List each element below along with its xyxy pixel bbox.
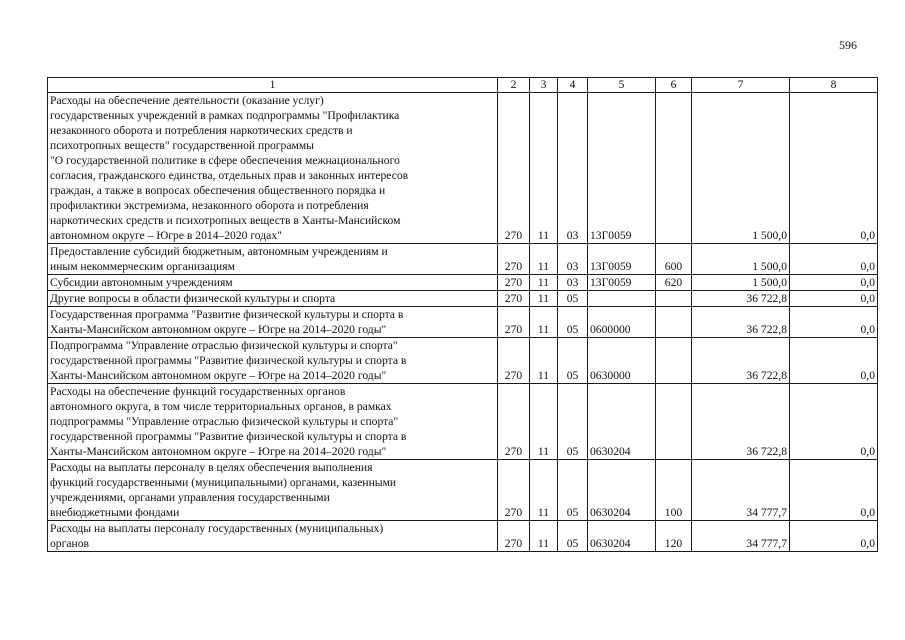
cell-ministry-code: 270 — [498, 521, 530, 552]
cell-target-item: 0630204 — [588, 460, 656, 521]
cell-section: 11 — [530, 384, 558, 460]
header-cell-8: 8 — [790, 78, 878, 93]
cell-ministry-code: 270 — [498, 275, 530, 291]
cell-amount: 1 500,0 — [692, 93, 790, 244]
header-cell-5: 5 — [588, 78, 656, 93]
cell-subsection: 05 — [558, 307, 588, 338]
cell-subsection: 05 — [558, 291, 588, 307]
cell-amount-extra: 0,0 — [790, 275, 878, 291]
cell-target-item — [588, 291, 656, 307]
cell-section: 11 — [530, 338, 558, 384]
cell-target-item: 13Г0059 — [588, 244, 656, 275]
table-row — [48, 244, 878, 275]
cell-ministry-code: 270 — [498, 384, 530, 460]
budget-table — [47, 77, 878, 552]
cell-subsection: 05 — [558, 384, 588, 460]
table-row — [48, 521, 878, 552]
cell-subsection: 03 — [558, 275, 588, 291]
cell-section: 11 — [530, 93, 558, 244]
cell-section: 11 — [530, 307, 558, 338]
cell-ministry-code: 270 — [498, 93, 530, 244]
cell-section: 11 — [530, 521, 558, 552]
cell-amount: 36 722,8 — [692, 338, 790, 384]
cell-expense-type — [656, 307, 692, 338]
cell-amount: 36 722,8 — [692, 384, 790, 460]
cell-subsection: 05 — [558, 521, 588, 552]
row-description: Другие вопросы в области физической культуры и спорта — [48, 291, 498, 307]
row-description: Расходы на обеспечение функций государственных органов автономного округа, в том числе территориальных органов, в рамках подпрограммы "Управление отраслью физической культуры и спорта" государственной программы "Развитие физической культуры и спорта в Ханты-Мансийском автономном округе – Югре на 2014–2020 годы" — [48, 384, 498, 460]
cell-section: 11 — [530, 291, 558, 307]
cell-section: 11 — [530, 460, 558, 521]
cell-section: 11 — [530, 244, 558, 275]
cell-ministry-code: 270 — [498, 291, 530, 307]
header-row — [48, 78, 878, 93]
cell-expense-type: 100 — [656, 460, 692, 521]
cell-expense-type — [656, 384, 692, 460]
cell-section: 11 — [530, 275, 558, 291]
cell-amount-extra: 0,0 — [790, 291, 878, 307]
row-description: Подпрограмма "Управление отраслью физической культуры и спорта" государственной программы "Развитие физической культуры и спорта в Ханты-Мансийском автономном округе – Югре на 2014–2020 годы" — [48, 338, 498, 384]
table-row — [48, 338, 878, 384]
cell-expense-type — [656, 93, 692, 244]
cell-amount-extra: 0,0 — [790, 460, 878, 521]
cell-expense-type: 120 — [656, 521, 692, 552]
row-description: Государственная программа "Развитие физической культуры и спорта в Ханты-Мансийском автономном округе – Югре на 2014–2020 годы" — [48, 307, 498, 338]
cell-subsection: 05 — [558, 338, 588, 384]
cell-ministry-code: 270 — [498, 460, 530, 521]
cell-target-item: 0630000 — [588, 338, 656, 384]
cell-amount: 1 500,0 — [692, 244, 790, 275]
table-row — [48, 307, 878, 338]
cell-amount: 1 500,0 — [692, 275, 790, 291]
cell-target-item: 0630204 — [588, 521, 656, 552]
row-description: Предоставление субсидий бюджетным, автономным учреждениям и иным некоммерческим организациям — [48, 244, 498, 275]
cell-target-item: 0600000 — [588, 307, 656, 338]
cell-target-item: 0630204 — [588, 384, 656, 460]
row-description: Расходы на выплаты персоналу государственных (муниципальных) органов — [48, 521, 498, 552]
cell-ministry-code: 270 — [498, 307, 530, 338]
table-row — [48, 291, 878, 307]
table-row — [48, 384, 878, 460]
row-description: Расходы на выплаты персоналу в целях обеспечения выполнения функций государственными (муниципальными) органами, казенными учреждениями, органами управления государственными внебюджетными фондами — [48, 460, 498, 521]
cell-amount-extra: 0,0 — [790, 521, 878, 552]
cell-subsection: 03 — [558, 244, 588, 275]
cell-amount-extra: 0,0 — [790, 307, 878, 338]
cell-expense-type: 600 — [656, 244, 692, 275]
table-row — [48, 460, 878, 521]
cell-expense-type: 620 — [656, 275, 692, 291]
cell-amount: 36 722,8 — [692, 307, 790, 338]
row-description: Расходы на обеспечение деятельности (оказание услуг) государственных учреждений в рамках подпрограммы "Профилактика незаконного оборота и потребления наркотических средств и психотропных веществ" государственной программы "О государственной политике в сфере обеспечения межнационального согласия, гражданского единства, отдельных прав и законных интересов граждан, а также в вопросах обеспечения общественного порядка и профилактики экстремизма, незаконного оборота и потребления наркотических средств и психотропных веществ в Ханты-Мансийском автономном округе – Югре в 2014–2020 годах" — [48, 93, 498, 244]
table-row — [48, 93, 878, 244]
cell-expense-type — [656, 338, 692, 384]
cell-expense-type — [656, 291, 692, 307]
cell-amount: 36 722,8 — [692, 291, 790, 307]
cell-subsection: 03 — [558, 93, 588, 244]
cell-ministry-code: 270 — [498, 338, 530, 384]
cell-ministry-code: 270 — [498, 244, 530, 275]
cell-amount-extra: 0,0 — [790, 338, 878, 384]
row-description: Субсидии автономным учреждениям — [48, 275, 498, 291]
cell-target-item: 13Г0059 — [588, 93, 656, 244]
header-cell-4: 4 — [558, 78, 588, 93]
table-row — [48, 275, 878, 291]
header-cell-1: 1 — [48, 78, 498, 93]
page-number: 596 — [839, 38, 857, 52]
cell-amount-extra: 0,0 — [790, 244, 878, 275]
cell-amount: 34 777,7 — [692, 521, 790, 552]
cell-amount: 34 777,7 — [692, 460, 790, 521]
cell-amount-extra: 0,0 — [790, 384, 878, 460]
header-cell-7: 7 — [692, 78, 790, 93]
cell-subsection: 05 — [558, 460, 588, 521]
header-cell-6: 6 — [656, 78, 692, 93]
header-cell-2: 2 — [498, 78, 530, 93]
cell-target-item: 13Г0059 — [588, 275, 656, 291]
cell-amount-extra: 0,0 — [790, 93, 878, 244]
header-cell-3: 3 — [530, 78, 558, 93]
